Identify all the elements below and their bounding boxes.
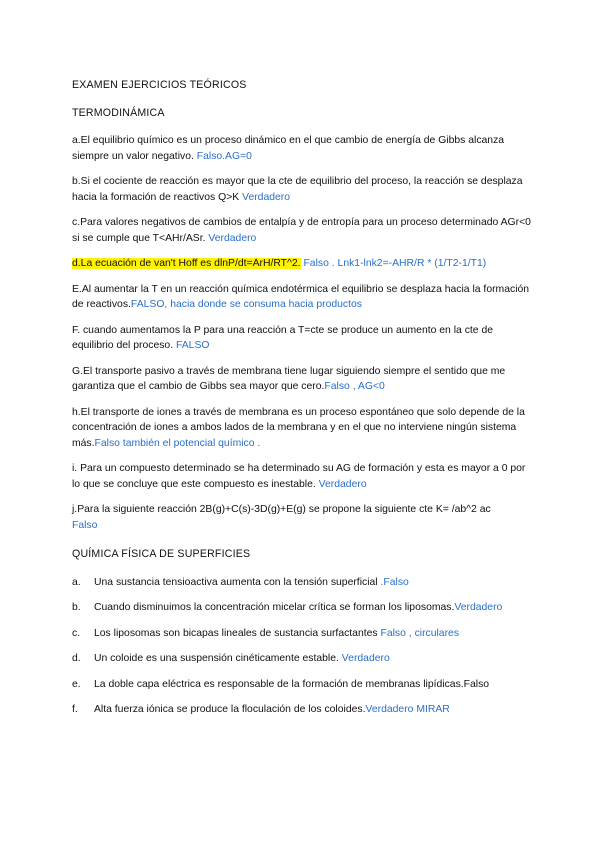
answer-text: Verdadero [205, 232, 257, 244]
list-item-a [72, 575, 534, 591]
question-text: Un coloide es una suspensión cinéticamente estable. [94, 653, 339, 664]
list-marker: f. [72, 704, 78, 715]
answer-text: Falso . Lnk1-lnk2=-AHR/R * (1/T2-1/T1) [300, 258, 487, 269]
list-item-e [72, 677, 534, 693]
question-text: i. Para un compuesto determinado se ha determinado su AG de formación y esta es mayor a 0 por lo que se concluye que este compuesto es inestable. [72, 463, 526, 490]
question-text: b.Si el cociente de reacción es mayor que la cte de equilibrio del proceso, la reacción se desplaza hacia la formación de reactivos Q>K [72, 176, 523, 203]
question-h [72, 405, 534, 452]
list-marker: e. [72, 678, 81, 690]
list-marker: a. [72, 576, 81, 588]
answer-text: Falso , AG<0 [324, 381, 385, 392]
answer-text: Falso.AG=0 [193, 150, 252, 162]
question-text: E.Al aumentar la T en un reacción química endotérmica el equilibrio se desplaza hacia la formación de reactivos. [72, 283, 530, 310]
answer-text: Verdadero [454, 602, 503, 613]
question-text: h.El transporte de iones a través de membrana es un proceso espontáneo que solo depende de la concentración de iones a ambos lados de la membrana y en el que no interviene ningún sistema más. [72, 406, 525, 449]
question-text: j.Para la siguiente reacción 2B(g)+C(s)-3D(g)+E(g) se propone la siguiente cte K= /ab^2 ac [72, 504, 491, 515]
question-f [72, 323, 534, 354]
question-text: a.El equilibrio químico es un proceso dinámico en el que cambio de energía de Gibbs alcanza siempre un valor negativo. [72, 135, 505, 162]
answer-text: Falso , circulares [377, 627, 460, 639]
answer-text: .Falso [377, 576, 409, 588]
answer-text: Falso también el potencial químico . [94, 437, 261, 449]
list-marker: c. [72, 627, 81, 639]
list-marker: b. [72, 602, 81, 613]
list-item-f [72, 702, 534, 718]
answer-text: Verdadero [239, 191, 291, 203]
answer-text: Verdadero MIRAR [365, 704, 450, 715]
question-a [72, 133, 534, 164]
question-text: La doble capa eléctrica es responsable de la formación de membranas lipídicas.Falso [94, 678, 490, 690]
question-text: Una sustancia tensioactiva aumenta con la tensión superficial [94, 576, 378, 588]
list-item-b [72, 600, 534, 616]
section-heading-termodinamica: TERMODINÁMICA [72, 106, 165, 119]
list-marker: d. [72, 653, 81, 664]
question-e [72, 282, 534, 313]
list-item-d [72, 651, 534, 667]
answer-text: FALSO [173, 340, 210, 351]
question-i [72, 461, 534, 492]
question-g [72, 364, 534, 395]
question-c [72, 215, 534, 246]
question-text: Los liposomas son bicapas lineales de sustancia surfactantes [94, 627, 378, 639]
question-text: Cuando disminuimos la concentración micelar crítica se forman los liposomas. [94, 602, 455, 613]
answer-text: Verdadero [315, 478, 367, 490]
question-text: G.El transporte pasivo a través de membrana tiene lugar siguiendo siempre el sentido que me garantiza que el cambio de Gibbs sea mayor que cero. [72, 365, 506, 392]
answer-text: FALSO, hacia donde se consuma hacia productos [130, 299, 362, 310]
question-b [72, 174, 534, 205]
question-text: c.Para valores negativos de cambios de entalpía y de entropía para un proceso determinado AGr<0 si se cumple que T<AHr/ASr. [72, 217, 531, 244]
highlighted-question-text: d.La ecuación de van't Hoff es dlnP/dt=ArH/RT^2. [72, 258, 301, 269]
document-page [72, 78, 534, 728]
question-text: Alta fuerza iónica se produce la floculación de los coloides. [94, 704, 366, 715]
question-j [72, 502, 534, 533]
document-title: EXAMEN EJERCICIOS TEÓRICOS [72, 79, 247, 91]
question-d [72, 256, 534, 272]
list-item-c [72, 626, 534, 642]
answer-text: Verdadero [338, 653, 390, 664]
answer-text: Falso [72, 519, 98, 531]
section-heading-superficies: QUÍMICA FÍSICA DE SUPERFICIES [72, 548, 251, 560]
question-text: F. cuando aumentamos la P para una reacción a T=cte se produce un aumento en la cte de equilibrio del proceso. [72, 324, 493, 351]
